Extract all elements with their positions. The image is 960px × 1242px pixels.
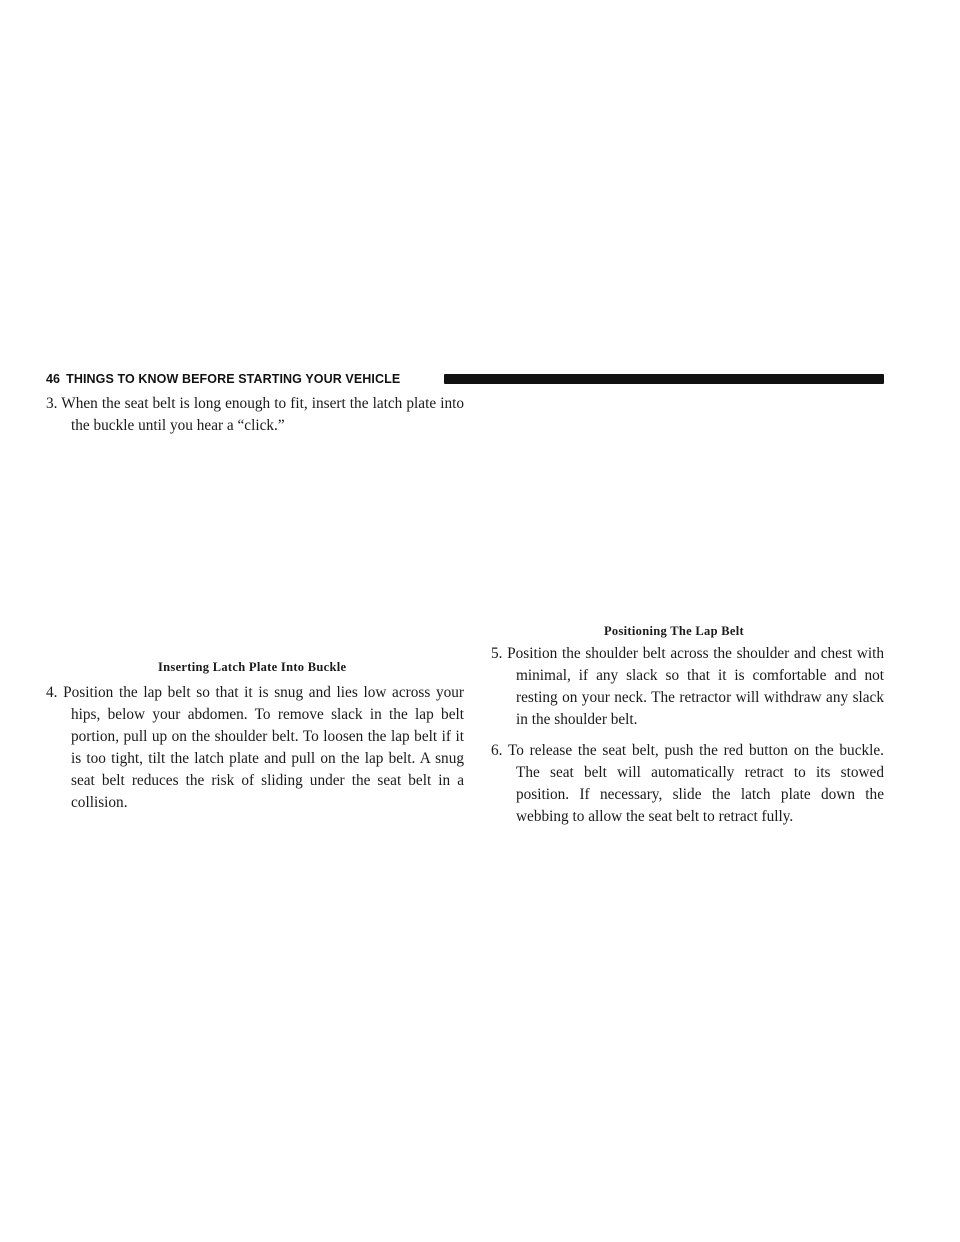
step-4: 4. Position the lap belt so that it is snug and lies low across your hips, below your abdomen. To remove slack in the lap belt portion, pull up on the shoulder belt. To loosen the lap belt if it is too tight, tilt the latch plate and pull on the lap belt. A snug seat belt reduces the risk of sliding under the seat belt in a collision. bbox=[46, 684, 464, 811]
left-column-bottom bbox=[46, 682, 464, 814]
section-title: THINGS TO KNOW BEFORE STARTING YOUR VEHICLE bbox=[66, 372, 401, 386]
left-column-top bbox=[46, 393, 464, 437]
figure-caption-lap-belt: Positioning The Lap Belt bbox=[604, 624, 744, 638]
step-6: 6. To release the seat belt, push the red button on the buckle. The seat belt will automatically retract to its stowed position. If necessary, slide the latch plate down the webbing to allow the seat belt to retract fully. bbox=[491, 742, 884, 825]
step-5: 5. Position the shoulder belt across the shoulder and chest with minimal, if any slack so that it is comfortable and not resting on your neck. The retractor will withdraw any slack in the shoulder belt. bbox=[491, 645, 884, 728]
step-3: 3. When the seat belt is long enough to fit, insert the latch plate into the buckle until you hear a “click.” bbox=[46, 395, 464, 434]
figure-lap-belt-image bbox=[491, 393, 884, 618]
page-number: 46 bbox=[46, 372, 61, 386]
page-header bbox=[46, 370, 884, 388]
right-column bbox=[491, 643, 884, 828]
figure-caption-latch-plate: Inserting Latch Plate Into Buckle bbox=[158, 660, 347, 674]
figure-latch-plate-image bbox=[46, 438, 464, 653]
header-rule bbox=[444, 374, 884, 384]
header-text bbox=[46, 370, 400, 388]
